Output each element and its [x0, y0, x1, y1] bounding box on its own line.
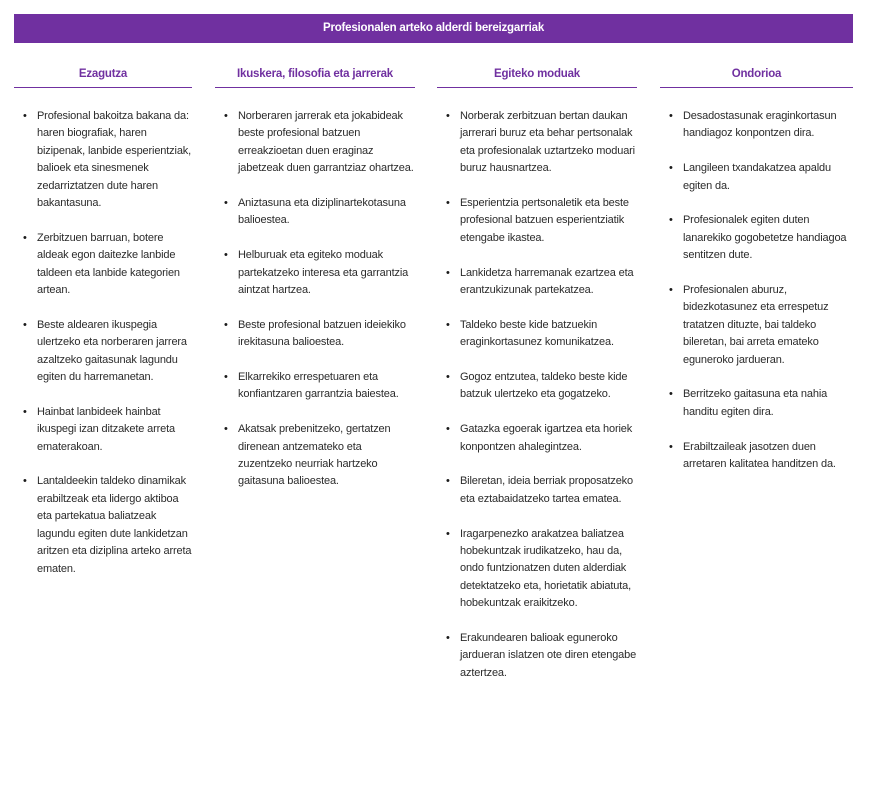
bullet-icon: • [23, 405, 27, 418]
list-item-text: Langileen txandakatzea apaldu egiten da. [683, 162, 831, 192]
bullet-icon: • [224, 423, 228, 436]
list-item [215, 421, 415, 491]
bullet-icon: • [669, 110, 673, 122]
bullet-icon: • [224, 197, 228, 210]
bullet-icon: • [669, 284, 673, 297]
bullet-icon: • [446, 266, 450, 279]
list-item [215, 247, 415, 299]
list-item [14, 404, 192, 456]
list-item [660, 160, 853, 195]
bullet-icon: • [669, 162, 673, 175]
bullet-list [215, 108, 415, 491]
list-item-text: Gogoz entzutea, taldeko beste kide batzuk ulertzeko eta gogatzeko. [460, 371, 628, 401]
list-item [437, 195, 637, 247]
bullet-icon: • [446, 110, 450, 122]
list-item-text: Norberak zerbitzuan bertan daukan jarrerari buruz eta behar pertsonalak eta profesionalak uztartzeko moduari buruz hausnartzea. [460, 110, 635, 175]
list-item-text: Profesionalek egiten duten lanarekiko gogobetetze handiagoa sentitzen dute. [683, 214, 847, 262]
list-item-text: Erakundearen balioak eguneroko jardueran islatzen ote diren etengabe aztertzea. [460, 632, 637, 679]
list-item-text: Profesional bakoitza bakana da: haren biografiak, haren bizipenak, lanbide esperientziak, balioek eta sinesmenek zedarriztatzen dute haren bakantasuna. [37, 110, 192, 210]
list-item-text: Aniztasuna eta diziplinartekotasuna balioestea. [238, 197, 406, 227]
column-egiteko-moduak [437, 62, 637, 700]
list-item [14, 230, 192, 300]
bullet-icon: • [224, 110, 228, 122]
bullet-icon: • [669, 214, 673, 227]
list-item-text: Lankidetza harremanak ezartzea eta erantzukizunak partekatzea. [460, 266, 634, 297]
page-title: Profesionalen arteko alderdi bereizgarriak [14, 14, 853, 43]
list-item [437, 265, 637, 300]
bullet-icon: • [446, 527, 450, 540]
list-item [437, 630, 637, 682]
column-header: Ikuskera, filosofia eta jarrerak [215, 62, 415, 88]
column-ezagutza [14, 62, 192, 595]
list-item [437, 369, 637, 404]
list-item [660, 439, 853, 474]
bullet-icon: • [669, 388, 673, 401]
list-item-text: Elkarrekiko errespetuaren eta konfiantzaren garrantzia baiestea. [238, 371, 399, 401]
bullet-list [14, 108, 192, 578]
list-item-text: Taldeko beste kide batzuekin eraginkortasunez komunikatzea. [460, 318, 614, 349]
list-item [437, 317, 637, 352]
list-item [660, 108, 853, 143]
list-item [437, 526, 637, 613]
list-item [660, 212, 853, 264]
bullet-icon: • [669, 440, 673, 453]
list-item [215, 108, 415, 178]
list-item-text: Akatsak prebenitzeko, gertatzen direnean antzemateko eta zuzentzeko neurriak hartzeko gaitasuna balioestea. [238, 423, 391, 488]
list-item [14, 473, 192, 577]
bullet-icon: • [446, 318, 450, 331]
bullet-icon: • [446, 197, 450, 210]
list-item [437, 473, 637, 508]
column-header: Ezagutza [14, 62, 192, 88]
bullet-icon: • [23, 231, 27, 244]
list-item [660, 386, 853, 421]
list-item [437, 421, 637, 456]
list-item [14, 108, 192, 212]
column-header: Ondorioa [660, 62, 853, 88]
list-item-text: Iragarpenezko arakatzea baliatzea hobekuntzak irudikatzeko, hau da, ondo funtzionatzen duten alderdiak detektatzeko eta, horietatik abiatuta, hobekuntzak eraikitzeko. [460, 527, 632, 610]
bullet-icon: • [446, 632, 450, 645]
list-item [437, 108, 637, 178]
list-item [215, 369, 415, 404]
list-item-text: Beste aldearen ikuspegia ulertzeko eta norberaren jarrera azaltzeko gaitasunak lagundu egiten du harremanetan. [37, 318, 187, 384]
bullet-list [660, 108, 853, 473]
list-item-text: Lantaldeekin taldeko dinamikak erabiltzeak eta lidergo aktiboa eta partekatua baliatzeak lagundu egiten dute lankidetzan aritzen eta diziplina arteko arreta ematen. [37, 475, 192, 575]
list-item-text: Zerbitzuen barruan, botere aldeak egon daitezke lanbide taldeen eta lanbide kategorien artean. [37, 231, 180, 297]
bullet-icon: • [23, 475, 27, 488]
list-item-text: Gatazka egoerak igartzea eta horiek konpontzen ahalegintzea. [460, 423, 633, 453]
list-item [215, 317, 415, 352]
column-ondorioa [660, 62, 853, 491]
list-item-text: Hainbat lanbideek hainbat ikuspegi izan ditzakete arreta ematerakoan. [37, 405, 175, 453]
column-ikuskera [215, 62, 415, 508]
list-item-text: Desadostasunak eraginkortasun handiagoz konpontzen dira. [683, 110, 837, 140]
list-item [215, 195, 415, 230]
bullet-icon: • [23, 318, 27, 331]
list-item [660, 282, 853, 369]
list-item-text: Profesionalen aburuz, bidezkotasunez eta errespetuz tratatzen dituzte, bai taldeko bileretan, bai arreta emateko eguneroko jardueran. [683, 284, 829, 366]
bullet-icon: • [224, 318, 228, 331]
list-item-text: Beste profesional batzuen ideiekiko irekitasuna balioestea. [238, 318, 406, 349]
list-item-text: Berritzeko gaitasuna eta nahia handitu egiten dira. [683, 388, 828, 418]
list-item-text: Esperientzia pertsonaletik eta beste profesional batzuen esperientziatik etengabe ikastea. [460, 197, 629, 244]
column-header: Egiteko moduak [437, 62, 637, 88]
list-item-text: Helburuak eta egiteko moduak partekatzeko interesa eta garrantzia aintzat hartzea. [238, 249, 409, 297]
bullet-icon: • [446, 475, 450, 488]
list-item [14, 317, 192, 387]
list-item-text: Bileretan, ideia berriak proposatzeko eta eztabaidatzeko tartea ematea. [460, 475, 633, 505]
bullet-icon: • [23, 110, 27, 122]
bullet-icon: • [224, 249, 228, 262]
bullet-icon: • [224, 371, 228, 384]
list-item-text: Erabiltzaileak jasotzen duen arretaren kalitatea handitzen da. [683, 440, 836, 471]
bullet-list [437, 108, 637, 682]
list-item-text: Norberaren jarrerak eta jokabideak beste profesional batzuen erreakzioetan duen eraginaz jabetzeak duen garrantziaz ohartzea. [238, 110, 414, 175]
bullet-icon: • [446, 423, 450, 436]
bullet-icon: • [446, 371, 450, 384]
